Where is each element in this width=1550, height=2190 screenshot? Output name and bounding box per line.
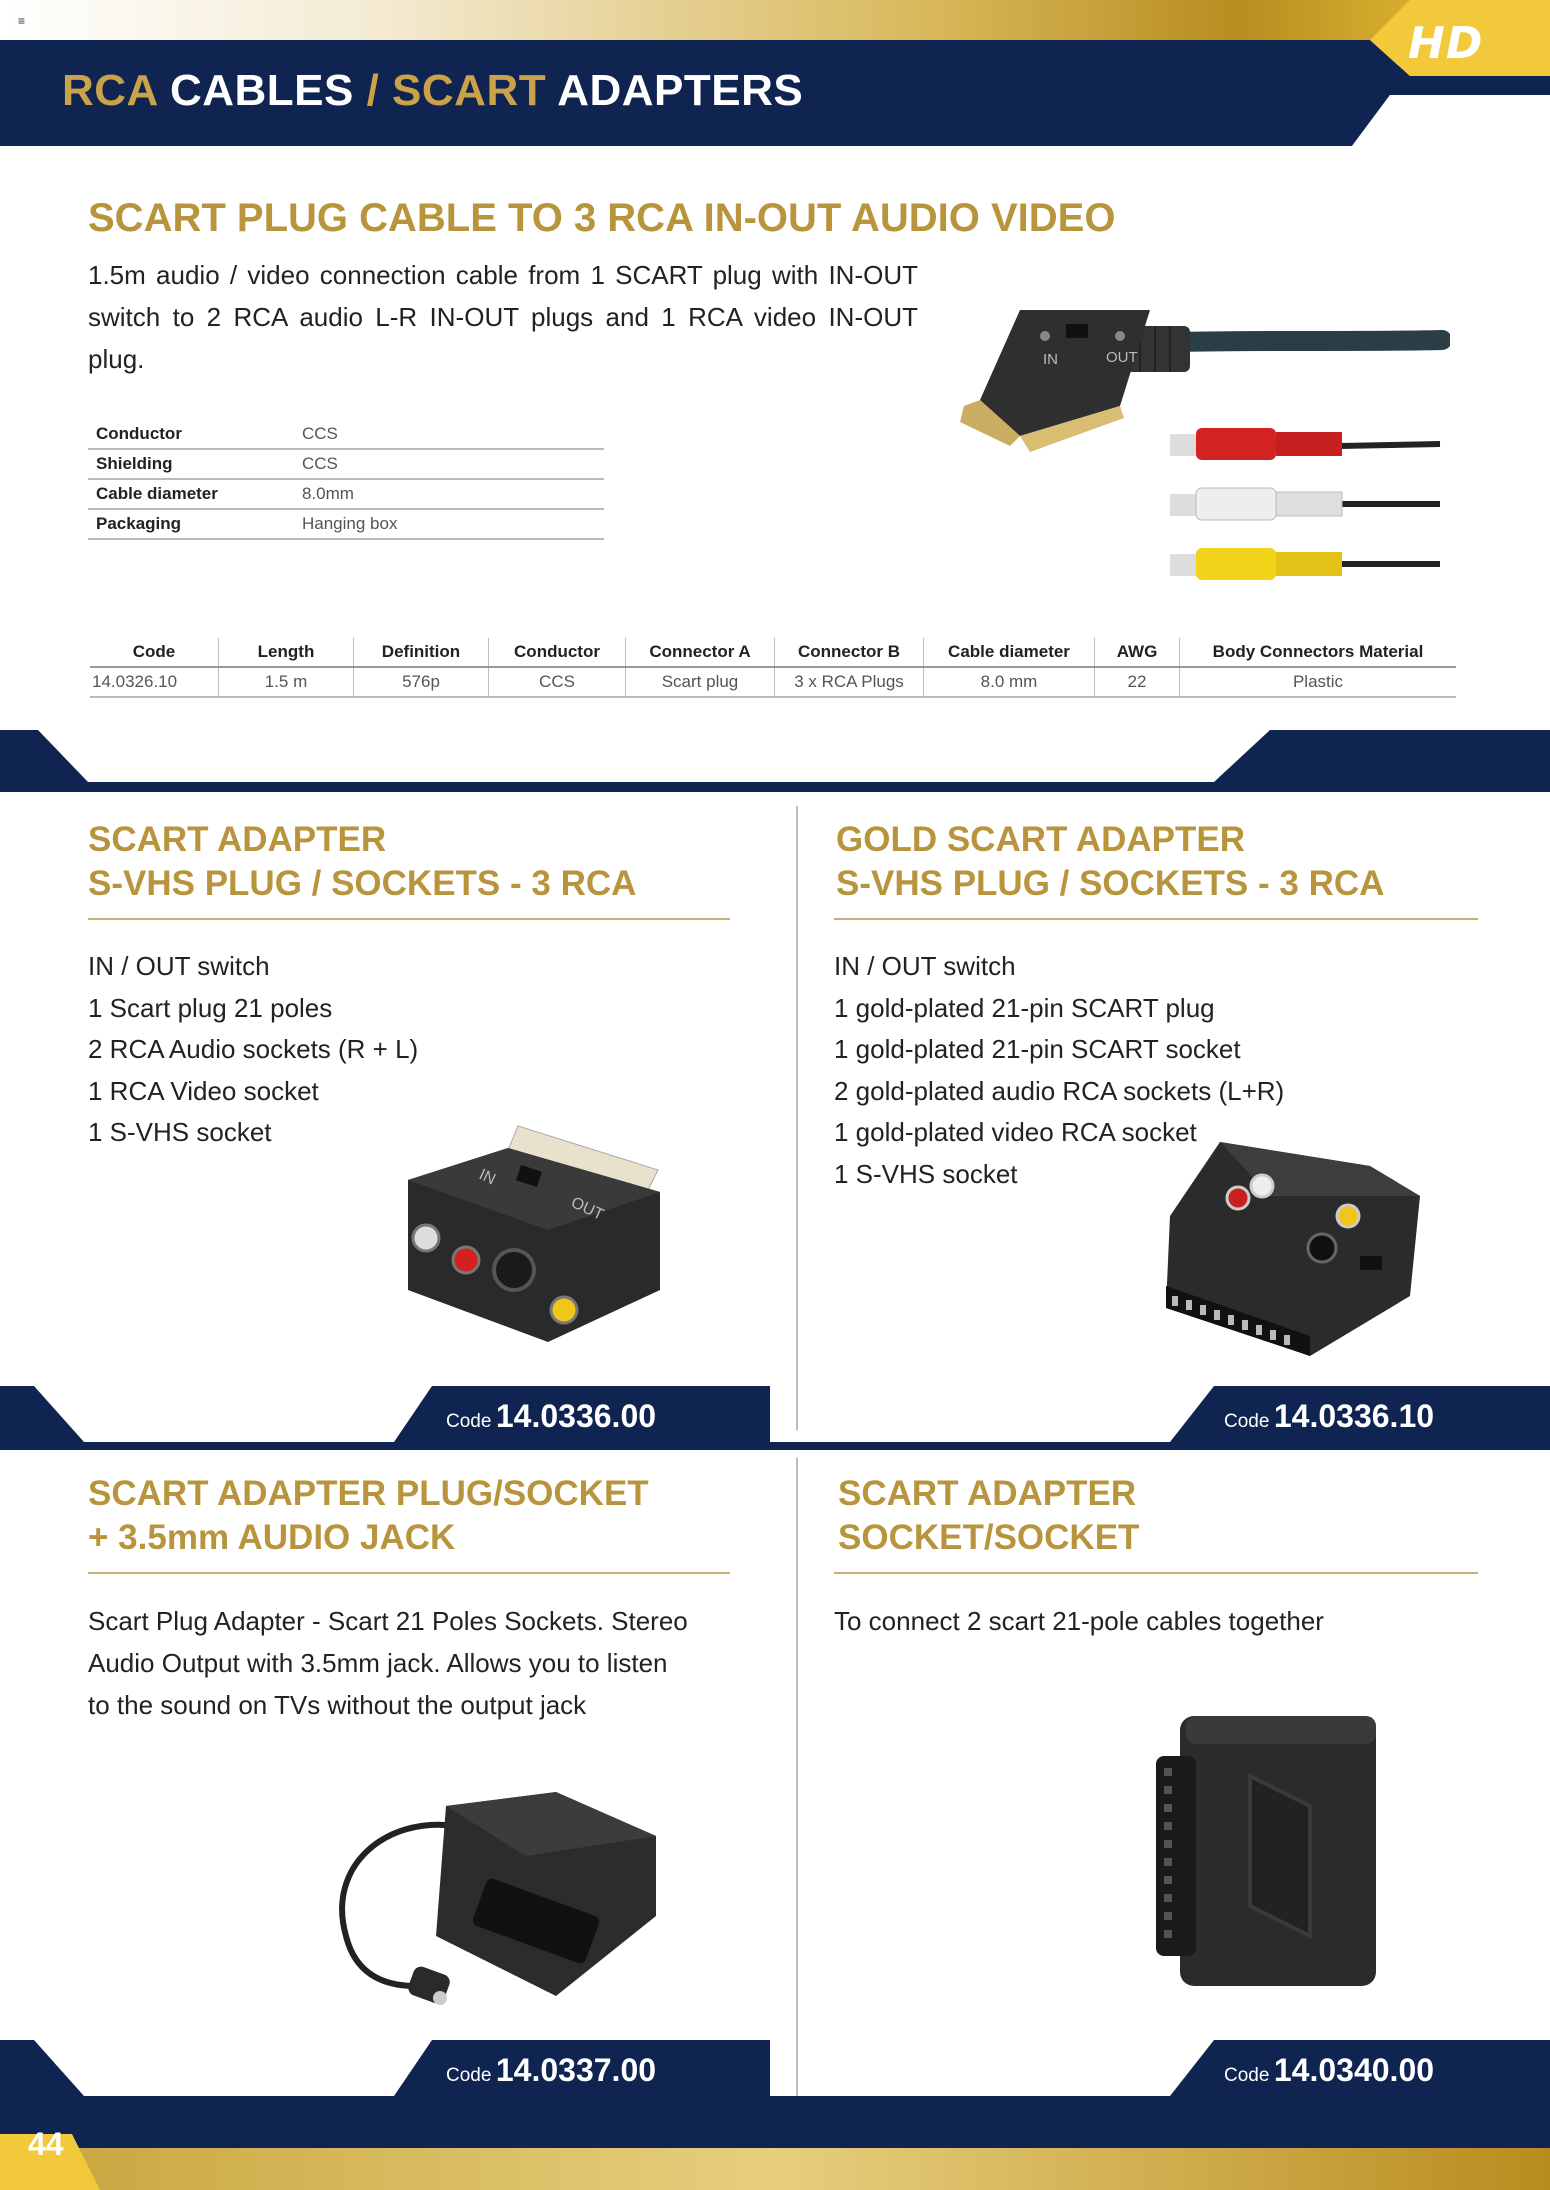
product2-code [1224,1398,1434,1435]
cell-length: 1.5 m [219,667,354,697]
code-value: 14.0336.00 [495,1398,657,1434]
spec-key: Shielding [88,449,294,479]
product4-title-line2: SOCKET/SOCKET [838,1518,1140,1557]
product4-code [1224,2052,1434,2089]
code-label: Code [446,1411,492,1432]
vertical-divider [796,806,798,1430]
title-word-rca: RCA [62,66,158,115]
spec-key: Packaging [88,509,294,539]
col-conductor: Conductor [489,638,626,667]
product1-features [88,946,418,1154]
list-item: 2 gold-plated audio RCA sockets (L+R) [834,1075,1285,1106]
spec-row [88,479,604,509]
menu-icon[interactable]: ≡ [18,14,26,28]
code-value: 14.0336.10 [1273,1398,1435,1434]
gold-scart-adapter-image [1160,1136,1420,1356]
hd-logo: HD [1408,18,1484,69]
code-label: Code [1224,1411,1270,1432]
col-connector-a: Connector A [626,638,775,667]
scart-jack-adapter-image [326,1786,666,2016]
cell-cable-diameter: 8.0 mm [924,667,1095,697]
cell-definition: 576p [354,667,489,697]
page-number: 44 [28,2126,64,2162]
spec-value: CCS [294,420,604,449]
col-body-material: Body Connectors Material [1180,638,1457,667]
title-slash: / [366,66,380,115]
adapter-out-label: OUT [568,1194,607,1224]
product1-code [446,1398,656,1435]
product4-title-rule [834,1572,1478,1574]
product2-title-rule [834,918,1478,920]
product3-description: Scart Plug Adapter - Scart 21 Poles Sockets. Stereo Audio Output with 3.5mm jack. Allows you to listen to the sound on TVs without the output jack [88,1606,688,1720]
product4-title-line1: SCART ADAPTER [838,1474,1137,1513]
main-product-title: SCART PLUG CABLE TO 3 RCA IN-OUT AUDIO VIDEO [88,196,1116,240]
list-item: 1 S-VHS socket [834,1158,1018,1189]
spec-key: Cable diameter [88,479,294,509]
list-item: 2 RCA Audio sockets (R + L) [88,1034,419,1065]
product2-title-line2: S-VHS PLUG / SOCKETS - 3 RCA [836,864,1385,903]
spec-value: Hanging box [294,509,604,539]
scart-svhs-adapter-image [398,1120,668,1350]
scart-rca-cable-image [960,296,1450,596]
adapter-in-label: IN [476,1166,498,1189]
cable-in-label: IN [1043,351,1058,368]
product-table [90,638,1456,698]
list-item: IN / OUT switch [834,951,1016,981]
product3-title-line1: SCART ADAPTER PLUG/SOCKET [88,1474,649,1513]
list-item: 1 RCA Video socket [88,1075,319,1106]
cell-connector-a: Scart plug [626,667,775,697]
product2-title-line1: GOLD SCART ADAPTER [836,820,1245,859]
code-label: Code [446,2065,492,2086]
vertical-divider [796,1458,798,2096]
product3-title-rule [88,1572,730,1574]
list-item: 1 gold-plated 21-pin SCART plug [834,992,1215,1023]
list-item: 1 S-VHS socket [88,1117,272,1148]
cell-body-material: Plastic [1180,667,1457,697]
product4-description: To connect 2 scart 21-pole cables together [834,1606,1324,1636]
title-word-adapters: ADAPTERS [557,66,804,115]
title-word-scart: SCART [392,66,547,115]
spec-key: Conductor [88,420,294,449]
code-label: Code [1224,2065,1270,2086]
list-item: 1 Scart plug 21 poles [88,992,333,1023]
section-separator [0,726,1550,796]
table-row [90,667,1456,697]
product1-title-line1: SCART ADAPTER [88,820,387,859]
product3-title-line2: + 3.5mm AUDIO JACK [88,1518,456,1557]
cell-awg: 22 [1095,667,1180,697]
spec-table [88,420,604,540]
spec-row [88,509,604,539]
product1-title-rule [88,918,730,920]
table-header-row [90,638,1456,667]
spec-row [88,420,604,449]
list-item: IN / OUT switch [88,951,270,981]
product1-title-line2: S-VHS PLUG / SOCKETS - 3 RCA [88,864,637,903]
spec-value: CCS [294,449,604,479]
page-title [62,66,803,116]
col-awg: AWG [1095,638,1180,667]
col-definition: Definition [354,638,489,667]
main-product-description: 1.5m audio / video connection cable from 1 SCART plug with IN-OUT switch to 2 RCA audio L-R IN-OUT plugs and 1 RCA video IN-OUT plug. [88,260,918,374]
col-length: Length [219,638,354,667]
title-word-cables: CABLES [169,66,354,115]
spec-value: 8.0mm [294,479,604,509]
spec-row [88,449,604,479]
cell-code: 14.0326.10 [90,667,219,697]
cell-connector-b: 3 x RCA Plugs [775,667,924,697]
code-value: 14.0340.00 [1273,2052,1435,2088]
col-connector-b: Connector B [775,638,924,667]
product3-code [446,2052,656,2089]
cell-conductor: CCS [489,667,626,697]
list-item: 1 gold-plated 21-pin SCART socket [834,1034,1241,1065]
col-code: Code [90,638,219,667]
code-value: 14.0337.00 [495,2052,657,2088]
col-cable-diameter: Cable diameter [924,638,1095,667]
cable-out-label: OUT [1106,349,1138,366]
list-item: 1 gold-plated video RCA socket [834,1117,1197,1148]
scart-socket-socket-image [1150,1716,1390,1992]
